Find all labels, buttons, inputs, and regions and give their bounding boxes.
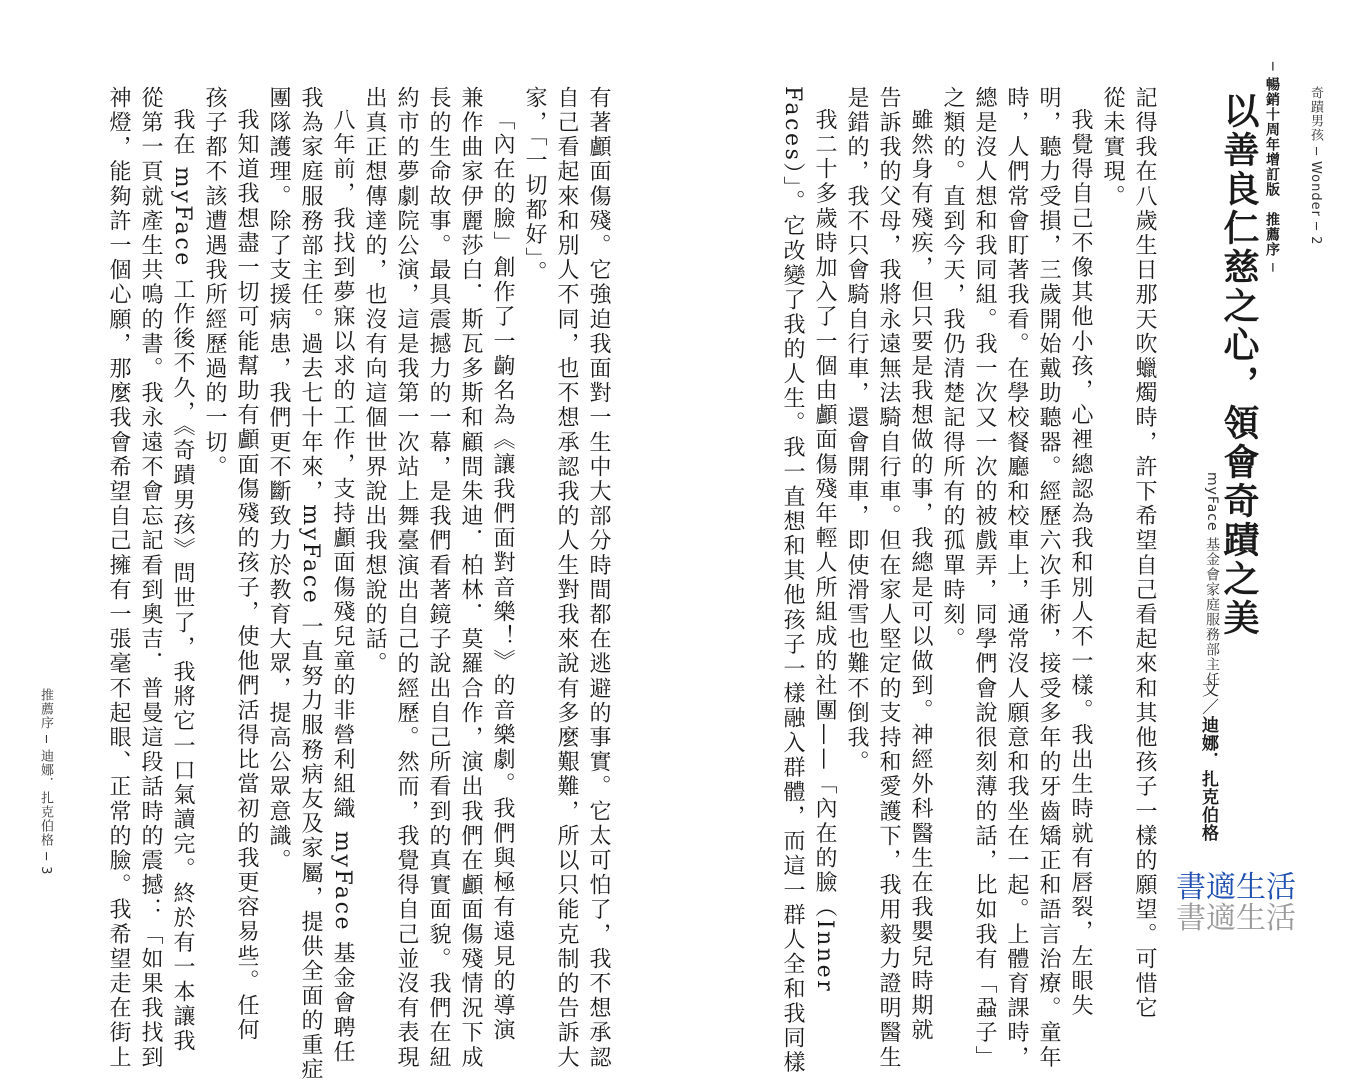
essay-title: 以善良仁慈之心，領會奇蹟之美 [1218,92,1260,638]
edition-banner: ─ 暢銷十周年增訂版 推薦序 ─ [1264,62,1280,273]
text-column: 自己看起來和別人不同，也不想承認我的人生對我來說有多麼艱難，所以只能克制的告訴大 [554,86,579,1070]
text-column: 雖然身有殘疾，但只要是我想做的事，我總是可以做到。神經外科醫生在我嬰兒時期就 [908,108,933,1043]
text-column: 團隊護理。除了支援病患，我們更不斷致力於教育大眾，提高公眾意識。 [266,86,291,874]
text-column: 長的生命故事。最具震撼力的一幕，是我們看著鏡子說出自己所看到的真實面貌。我們在紐 [426,86,451,1070]
text-column: 家，「一切都好」。 [522,86,547,286]
author-role: myFace 基金會家庭服務部主任 [1204,472,1220,688]
text-column: 告訴我的父母，我將永遠無法騎自行車。但在家人堅定的支持和愛護下，我用毅力證明醫生 [876,86,901,1070]
text-column: 之類的。直到今天，我仍清楚記得所有的孤單時刻。 [940,86,965,652]
text-column: 是錯的，我不只會騎自行車，還會開車，即使滑雪也難不倒我。 [844,86,869,775]
text-column: 我知道我想盡一切可能幫助有顱面傷殘的孩子，使他們活得比當初的我更容易些。任何 [234,108,259,1043]
text-column: 有著顱面傷殘。它強迫我面對一生中大部分時間都在逃避的事實。它太可怕了，我不想承認 [586,86,611,1070]
text-column: 從第一頁就產生共鳴的書。我永遠不會忘記看到奧吉．普曼這段話時的震撼：「如果我找到 [138,86,163,1070]
author-byline [1196,680,1221,842]
left-running-head: 推薦序 ─ 迪娜．扎克伯格 ─ 3 [38,688,53,876]
text-column: 「內在的臉」創作了一齣名為《讓我們面對音樂！》的音樂劇。我們與極有遠見的導演 [490,108,515,1043]
text-column: 我覺得自己不像其他小孩，心裡總認為我和別人不一樣。我出生時就有唇裂，左眼失 [1068,108,1093,1019]
text-column: 兼作曲家伊麗莎白．斯瓦多斯和顧問朱迪．柏林．莫羅合作，演出我們在顱面傷殘情況下成 [458,86,483,1070]
text-column: 我為家庭服務部主任。過去七十年來，myFace 一直努力服務病友及家屬，提供全面的重症 [298,86,323,1082]
watermark-logo-shadow: 書適生活 [1176,901,1296,936]
text-column: 我在 myFace 工作後不久，《奇蹟男孩》問世了，我將它一口氣讀完。終於有一本讓我 [170,108,195,1054]
watermark-logo: 書適生活 [1176,870,1296,905]
byline-prefix: 文／ [1198,680,1218,716]
text-column: 八年前，我找到夢寐以求的工作，支持顱面傷殘兒童的非營利組織 myFace 基金會聘任 [330,108,355,1065]
text-column: 孩子都不該遭遇我所經歷過的一切。 [202,86,227,480]
text-column: Faces）」。它改變了我的人生。我一直想和其他孩子一樣融入群體，而這一群人全和我同樣 [780,86,805,1076]
text-column: 約市的夢劇院公演，這是我第一次站上舞臺演出自己的經歷。然而，我覺得自己並沒有表現 [394,86,419,1070]
text-column: 我二十多歲時加入了一個由顱面傷殘年輕人所組成的社團——「內在的臉（Inner [812,108,837,994]
text-column: 明，聽力受損，三歲開始戴助聽器。經歷六次手術，接受多年的牙齒矯正和語言治療。童年 [1036,86,1061,1070]
author-name: 迪娜．扎克伯格 [1198,716,1218,842]
text-column: 神燈，能夠許一個心願，那麼我會希望自己擁有一張毫不起眼、正常的臉。我希望走在街上 [106,86,131,1070]
text-column: 時，人們常會盯著我看。在學校餐廳和校車上，通常沒人願意和我坐在一起。上體育課時， [1004,86,1029,1070]
right-running-head: 奇蹟男孩 ─ Wonder ─ 2 [1308,86,1323,246]
text-column: 總是沒人想和我同組。我一次又一次的被戲弄，同學們會說很刻薄的話，比如我有「蝨子」 [972,86,997,1070]
text-column: 記得我在八歲生日那天吹蠟燭時，許下希望自己看起來和其他孩子一樣的願望。可惜它 [1132,86,1157,1021]
text-column: 從未實現。 [1100,86,1125,209]
text-column: 出真正想傳達的，也沒有向這個世界說出我想說的話。 [362,86,387,677]
